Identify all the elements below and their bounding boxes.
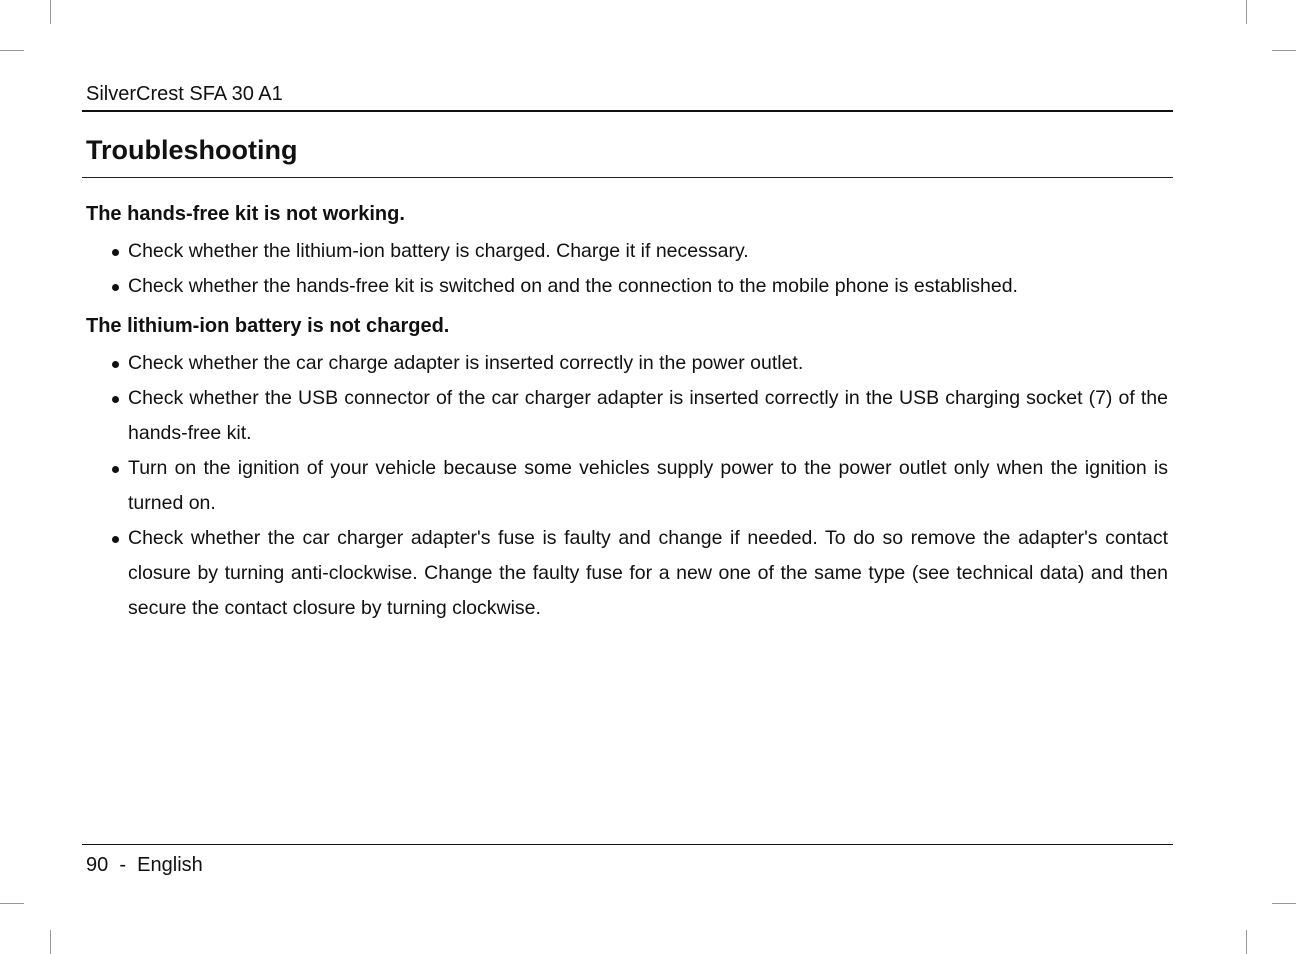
footer-spacer [126, 854, 137, 876]
header-rule [82, 110, 1173, 112]
list-item [86, 269, 1168, 304]
running-header: SilverCrest SFA 30 A1 [86, 83, 283, 105]
footer-language: English [137, 854, 203, 876]
bullet-icon [112, 249, 119, 256]
crop-mark-bottom-left-vertical [50, 930, 51, 954]
list-item-text: Check whether the car charge adapter is inserted correctly in the power outlet. [128, 352, 804, 374]
bullet-icon [112, 361, 119, 368]
footer-separator: - [119, 854, 127, 876]
list-item [86, 234, 1168, 269]
crop-mark-bottom-left-horizontal [0, 903, 24, 904]
list-item [86, 381, 1168, 451]
list-item-text: Check whether the hands-free kit is switched on and the connection to the mobile phone is established. [128, 275, 1018, 297]
footer-rule [82, 844, 1173, 845]
title-rule [82, 177, 1173, 178]
page-content [86, 198, 1168, 626]
list-item [86, 451, 1168, 521]
crop-mark-top-right-vertical [1246, 0, 1247, 24]
list-item-text: Check whether the car charger adapter's fuse is faulty and change if needed. To do so remove the adapter's contact closure by turning anti-clockwise. Change the faulty fuse for a new one of the same type (see technical data) and then secure the contact closure by turning clockwise. [128, 527, 1168, 619]
bullet-icon [112, 284, 119, 291]
page-number: 90 [86, 854, 109, 876]
list-item [86, 346, 1168, 381]
section-hands-free-kit-not-working [86, 198, 1168, 304]
bullet-list [86, 346, 1168, 626]
crop-mark-top-right-horizontal [1272, 50, 1296, 51]
list-item [86, 521, 1168, 626]
crop-mark-top-left-vertical [50, 0, 51, 24]
section-battery-not-charged [86, 310, 1168, 626]
section-heading: The lithium-ion battery is not charged. [86, 315, 450, 337]
footer-spacer [108, 854, 119, 876]
list-item-text: Turn on the ignition of your vehicle because some vehicles supply power to the power outlet only when the ignition is turned on. [128, 457, 1168, 514]
section-heading: The hands-free kit is not working. [86, 203, 405, 225]
bullet-icon [112, 396, 119, 403]
bullet-icon [112, 466, 119, 473]
list-item-text: Check whether the USB connector of the car charger adapter is inserted correctly in the USB charging socket (7) of the hands-free kit. [128, 387, 1168, 444]
crop-mark-bottom-right-horizontal [1272, 903, 1296, 904]
bullet-icon [112, 536, 119, 543]
bullet-list [86, 234, 1168, 304]
crop-mark-top-left-horizontal [0, 50, 24, 51]
page-footer [86, 852, 203, 878]
list-item-text: Check whether the lithium-ion battery is charged. Charge it if necessary. [128, 240, 749, 262]
crop-mark-bottom-right-vertical [1246, 930, 1247, 954]
page-title: Troubleshooting [86, 135, 298, 165]
